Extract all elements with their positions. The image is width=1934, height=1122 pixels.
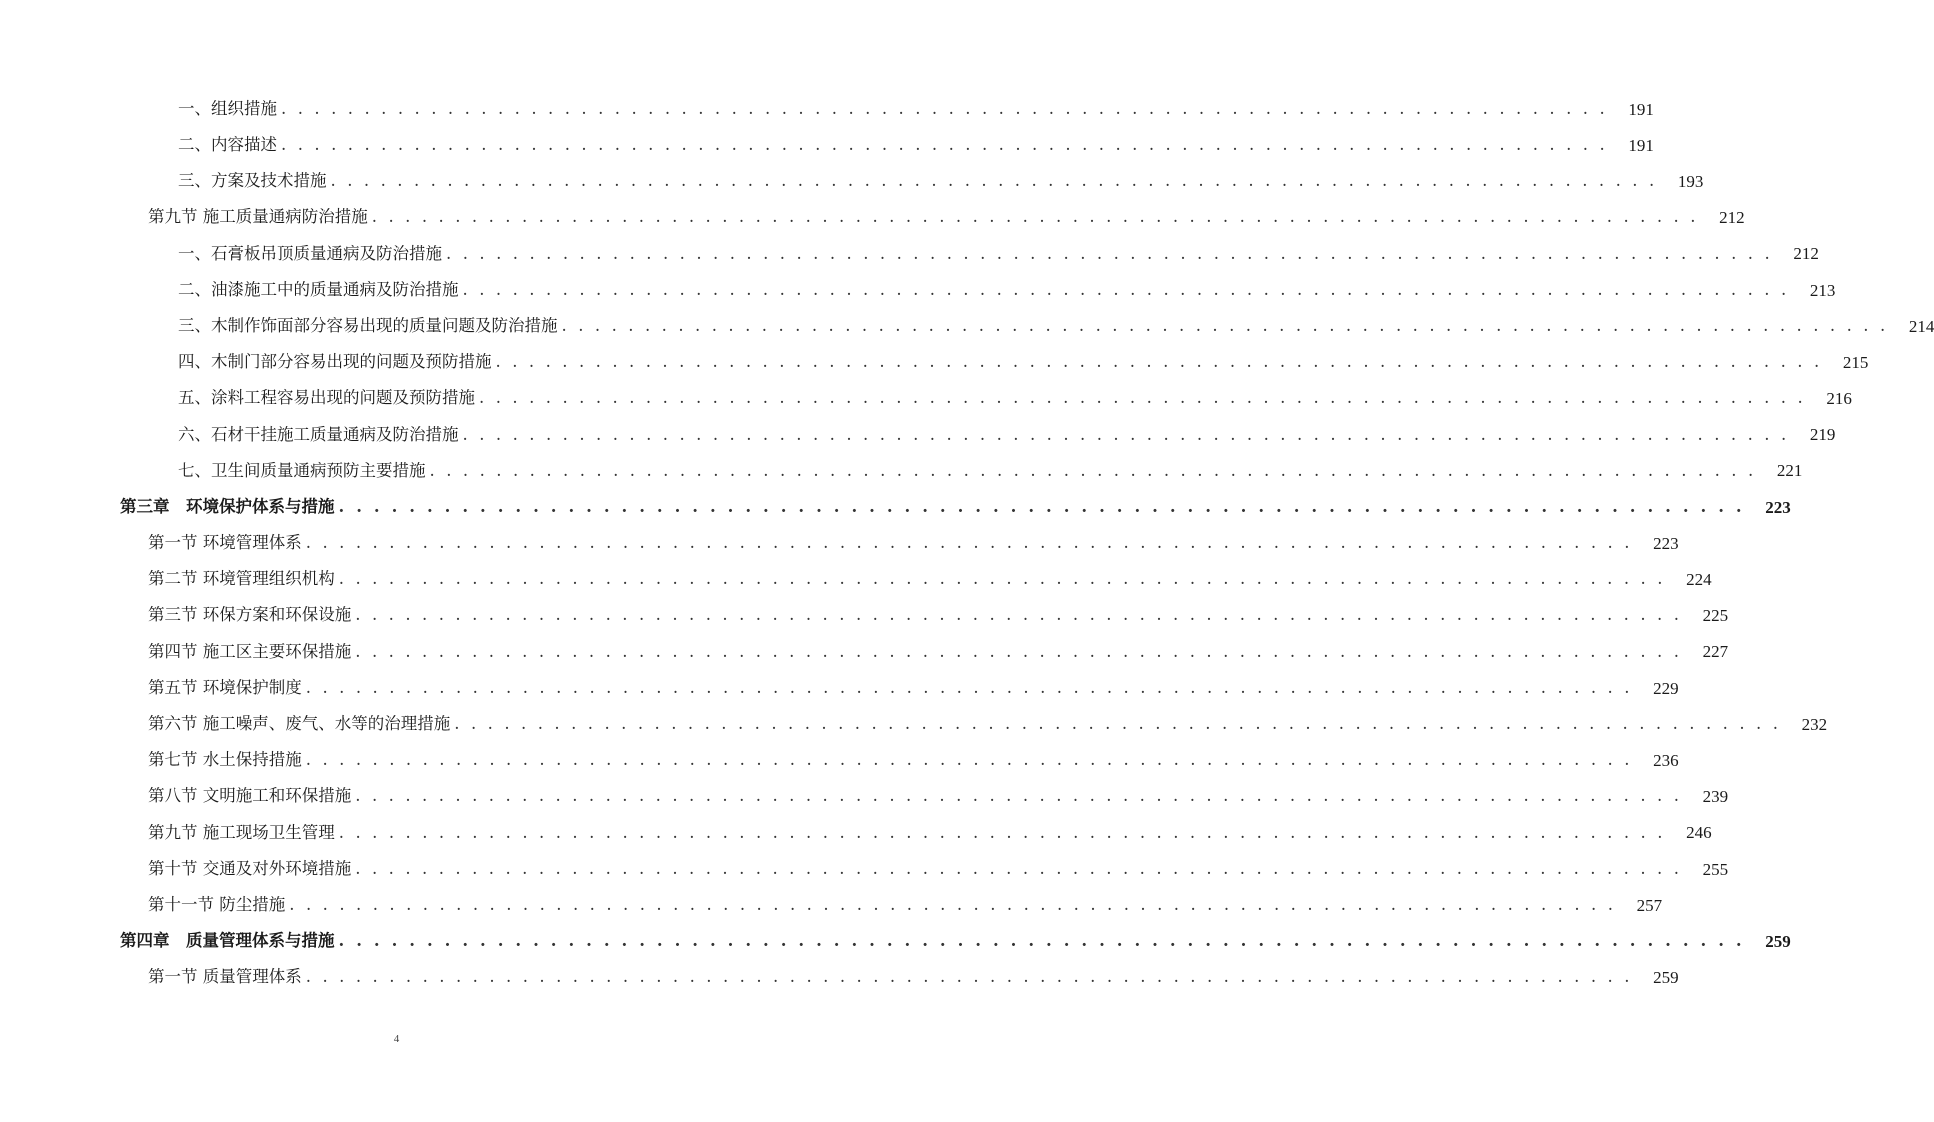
dot-leader: . . . . . . . . . . . . . . . . . . . . . . . . . . . . . . . . . . . . . . . . . . . . . . . . . . . . . . . . . . . . . . . . . . . . . . . . . . . . . . . . [561,315,1889,335]
toc-entry-label: 第十一节 防尘措施 [148,894,286,914]
toc-item-entry[interactable] [0,127,1654,163]
toc-entry-label: 七、卫生间质量通病预防主要措施 [178,460,426,480]
dot-leader: . . . . . . . . . . . . . . . . . . . . . . . . . . . . . . . . . . . . . . . . . . . . . . . . . . . . . . . . . . . . . . . . . . . . . . . . . . . . . . . . [330,171,1658,191]
toc-entry-label: 第三节 环保方案和环保设施 [148,605,352,625]
page-number: 4 [393,1033,400,1045]
toc-item-entry[interactable] [0,163,1704,199]
toc-section-entry[interactable] [0,742,1679,778]
toc-section-entry[interactable] [0,561,1712,597]
toc-entry-label: 三、木制作饰面部分容易出现的质量问题及防治措施 [178,315,558,335]
toc-entry-label: 第十节 交通及对外环境措施 [148,858,352,878]
toc-item-entry[interactable] [0,417,1836,453]
toc-entry-page-number: 214 [1908,316,1934,336]
toc-entry-label: 五、涂料工程容易出现的问题及预防措施 [178,388,475,408]
toc-section-entry[interactable] [0,525,1679,561]
toc-entry-label: 六、石材干挂施工质量通病及防治措施 [178,424,459,444]
toc-item-entry[interactable] [0,236,1819,272]
toc-section-entry[interactable] [0,634,1729,670]
toc-entry-page-number: 246 [1686,823,1712,843]
toc-item-entry[interactable] [0,453,1803,489]
toc-entry-label: 第四章 质量管理体系与措施 [120,931,335,951]
toc-entry-label: 第二节 环境管理组织机构 [148,569,335,589]
toc-entry-label: 第四节 施工区主要环保措施 [148,641,352,661]
toc-entry-page-number: 255 [1702,859,1729,879]
toc-item-entry[interactable] [0,308,1934,344]
toc-entry-label: 一、石膏板吊顶质量通病及防治措施 [178,243,442,263]
toc-entry-label: 二、内容描述 [178,135,277,155]
toc-entry-label: 第七节 水土保持措施 [148,750,302,770]
toc-entry-page-number: 259 [1653,968,1679,988]
toc-entry-label: 一、组织措施 [178,98,277,118]
toc-entry-page-number: 219 [1809,425,1836,445]
dot-leader: . . . . . . . . . . . . . . . . . . . . . . . . . . . . . . . . . . . . . . . . . . . . . . . . . . . . . . . . . . . . . . . . . . . . . . . . . . . . . . . . [305,967,1633,987]
toc-section-entry[interactable] [0,960,1679,996]
toc-entry-page-number: 193 [1677,171,1704,191]
toc-entry-page-number: 227 [1702,642,1729,662]
dot-leader: . . . . . . . . . . . . . . . . . . . . . . . . . . . . . . . . . . . . . . . . . . . . . . . . . . . . . . . . . . . . . . . . . . . . . . . . . . . . . . . . [281,98,1608,118]
toc-entry-label: 第九节 施工质量通病防治措施 [148,207,368,227]
toc-entry-page-number: 213 [1809,280,1836,300]
toc-entry-page-number: 223 [1765,497,1791,517]
dot-leader: . . . . . . . . . . . . . . . . . . . . . . . . . . . . . . . . . . . . . . . . . . . . . . . . . . . . . . . . . . . . . . . . . . . . . . . . . . . . . . . . [462,424,1790,444]
toc-entry-page-number: 225 [1702,606,1729,626]
toc-entry-label: 第九节 施工现场卫生管理 [148,822,335,842]
toc-section-entry[interactable] [0,200,1745,236]
toc-entry-page-number: 223 [1653,533,1679,553]
dot-leader: . . . . . . . . . . . . . . . . . . . . . . . . . . . . . . . . . . . . . . . . . . . . . . . . . . . . . . . . . . . . . . . . . . . . . . . . . . . . . . . . [338,822,1666,842]
toc-item-entry[interactable] [0,272,1836,308]
toc-entry-label: 第一节 环境管理体系 [148,533,302,553]
dot-leader: . . . . . . . . . . . . . . . . . . . . . . . . . . . . . . . . . . . . . . . . . . . . . . . . . . . . . . . . . . . . . . . . . . . . . . . . . . . . . . . . [305,533,1633,553]
toc-entry-page-number: 236 [1653,750,1679,770]
toc-entry-page-number: 257 [1636,895,1663,915]
dot-leader: . . . . . . . . . . . . . . . . . . . . . . . . . . . . . . . . . . . . . . . . . . . . . . . . . . . . . . . . . . . . . . . . . . . . . . . . . . . . . . . . [355,786,1683,806]
dot-leader: . . . . . . . . . . . . . . . . . . . . . . . . . . . . . . . . . . . . . . . . . . . . . . . . . . . . . . . . . . . . . . . . . . . . . . . . . . . . . . . . [371,207,1699,227]
dot-leader: . . . . . . . . . . . . . . . . . . . . . . . . . . . . . . . . . . . . . . . . . . . . . . . . . . . . . . . . . . . . . . . . . . . . . . . . . . . . . . . . [289,894,1617,914]
toc-entry-page-number: 212 [1719,208,1745,228]
dot-leader: . . . . . . . . . . . . . . . . . . . . . . . . . . . . . . . . . . . . . . . . . . . . . . . . . . . . . . . . . . . . . . . . . . . . . . . . . . . . . . . . [495,352,1823,372]
toc-section-entry[interactable] [0,779,1729,815]
toc-entry-page-number: 224 [1686,570,1712,590]
toc-entry-label: 四、木制门部分容易出现的问题及预防措施 [178,352,492,372]
dot-leader: . . . . . . . . . . . . . . . . . . . . . . . . . . . . . . . . . . . . . . . . . . . . . . . . . . . . . . . . . . . . . . . . . . . . . . . . . . . . . . . . [305,677,1633,697]
toc-section-entry[interactable] [0,851,1729,887]
toc-section-entry[interactable] [0,598,1729,634]
toc-entry-label: 第五节 环境保护制度 [148,677,302,697]
toc-chapter-entry[interactable] [0,489,1791,525]
toc-entry-page-number: 229 [1653,678,1679,698]
toc-entry-page-number: 191 [1628,99,1654,119]
toc-section-entry[interactable] [0,815,1712,851]
toc-entry-label: 二、油漆施工中的质量通病及防治措施 [178,279,459,299]
toc-entry-label: 三、方案及技术措施 [178,171,327,191]
dot-leader: . . . . . . . . . . . . . . . . . . . . . . . . . . . . . . . . . . . . . . . . . . . . . . . . . . . . . . . . . . . . . . . . . . . . . . . . . . . . . . . . [355,858,1683,878]
dot-leader: . . . . . . . . . . . . . . . . . . . . . . . . . . . . . . . . . . . . . . . . . . . . . . . . . . . . . . . . . . . . . . . . . . . . . . . . . . . . . . . . [454,714,1782,734]
dot-leader: . . . . . . . . . . . . . . . . . . . . . . . . . . . . . . . . . . . . . . . . . . . . . . . . . . . . . . . . . . . . . . . . . . . . . . . . . . . . . . . . [338,931,1745,951]
toc-entry-page-number: 232 [1801,714,1828,734]
dot-leader: . . . . . . . . . . . . . . . . . . . . . . . . . . . . . . . . . . . . . . . . . . . . . . . . . . . . . . . . . . . . . . . . . . . . . . . . . . . . . . . . [446,243,1773,263]
toc-entry-label: 第一节 质量管理体系 [148,967,302,987]
toc-entry-page-number: 215 [1842,352,1869,372]
toc-section-entry[interactable] [0,887,1663,923]
toc-chapter-entry[interactable] [0,923,1791,959]
toc-entry-label: 第六节 施工噪声、废气、水等的治理措施 [148,714,451,734]
toc-entry-page-number: 216 [1826,389,1852,409]
toc-entry-page-number: 212 [1793,244,1819,264]
dot-leader: . . . . . . . . . . . . . . . . . . . . . . . . . . . . . . . . . . . . . . . . . . . . . . . . . . . . . . . . . . . . . . . . . . . . . . . . . . . . . . . . [338,569,1666,589]
dot-leader: . . . . . . . . . . . . . . . . . . . . . . . . . . . . . . . . . . . . . . . . . . . . . . . . . . . . . . . . . . . . . . . . . . . . . . . . . . . . . . . . [338,496,1745,516]
dot-leader: . . . . . . . . . . . . . . . . . . . . . . . . . . . . . . . . . . . . . . . . . . . . . . . . . . . . . . . . . . . . . . . . . . . . . . . . . . . . . . . . [281,135,1608,155]
dot-leader: . . . . . . . . . . . . . . . . . . . . . . . . . . . . . . . . . . . . . . . . . . . . . . . . . . . . . . . . . . . . . . . . . . . . . . . . . . . . . . . . [429,460,1757,480]
table-of-contents [0,91,1934,996]
toc-entry-page-number: 191 [1628,135,1654,155]
toc-entry-label: 第八节 文明施工和环保措施 [148,786,352,806]
dot-leader: . . . . . . . . . . . . . . . . . . . . . . . . . . . . . . . . . . . . . . . . . . . . . . . . . . . . . . . . . . . . . . . . . . . . . . . . . . . . . . . . [462,279,1790,299]
toc-item-entry[interactable] [0,381,1852,417]
toc-entry-label: 第三章 环境保护体系与措施 [120,496,335,516]
toc-section-entry[interactable] [0,670,1679,706]
toc-section-entry[interactable] [0,706,1828,742]
toc-item-entry[interactable] [0,344,1869,380]
dot-leader: . . . . . . . . . . . . . . . . . . . . . . . . . . . . . . . . . . . . . . . . . . . . . . . . . . . . . . . . . . . . . . . . . . . . . . . . . . . . . . . . [355,641,1683,661]
dot-leader: . . . . . . . . . . . . . . . . . . . . . . . . . . . . . . . . . . . . . . . . . . . . . . . . . . . . . . . . . . . . . . . . . . . . . . . . . . . . . . . . [305,750,1633,770]
toc-entry-page-number: 239 [1702,787,1729,807]
toc-entry-page-number: 221 [1776,461,1803,481]
toc-entry-page-number: 259 [1765,931,1791,951]
dot-leader: . . . . . . . . . . . . . . . . . . . . . . . . . . . . . . . . . . . . . . . . . . . . . . . . . . . . . . . . . . . . . . . . . . . . . . . . . . . . . . . . [355,605,1683,625]
dot-leader: . . . . . . . . . . . . . . . . . . . . . . . . . . . . . . . . . . . . . . . . . . . . . . . . . . . . . . . . . . . . . . . . . . . . . . . . . . . . . . . . [479,388,1806,408]
toc-item-entry[interactable] [0,91,1654,127]
